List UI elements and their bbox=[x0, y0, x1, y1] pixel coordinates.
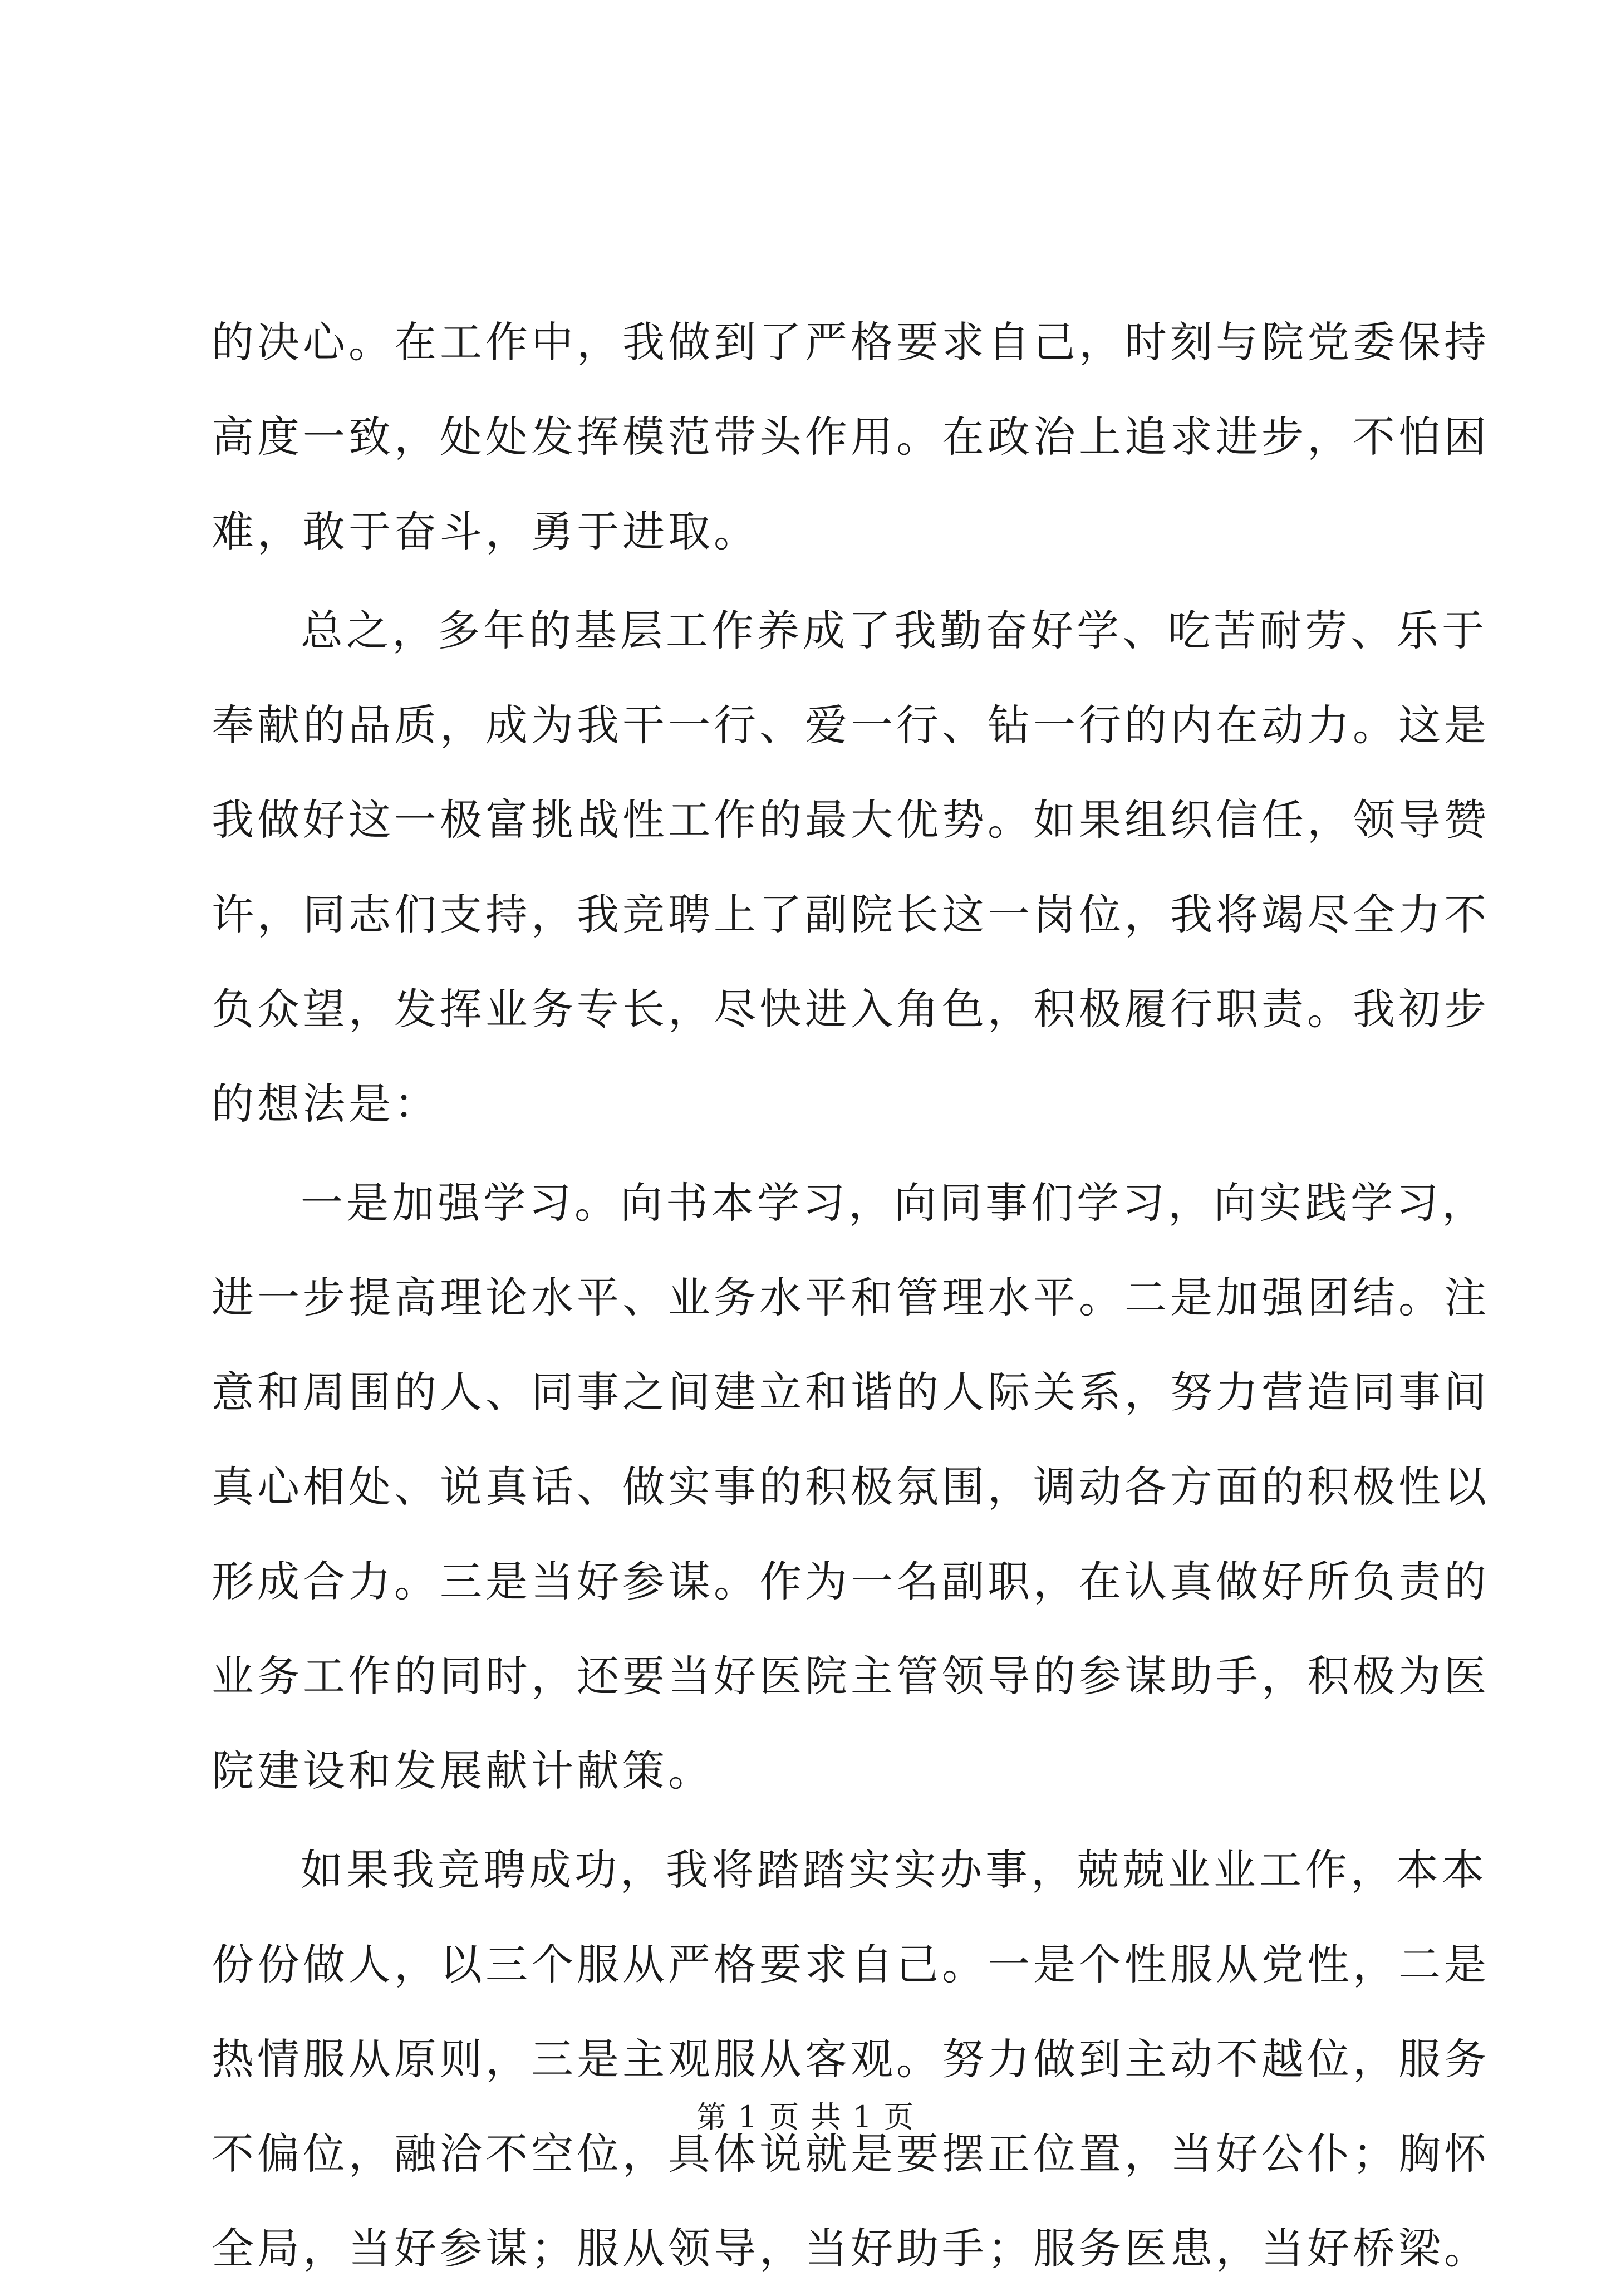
paragraph-line: 意和周围的人、同事之间建立和谐的人际关系，努力营造同事间 bbox=[212, 1367, 1490, 1417]
paragraph-2 bbox=[212, 583, 1490, 1151]
paragraph-line: 真心相处、说真话、做实事的积极氛围，调动各方面的积极性以 bbox=[212, 1462, 1490, 1512]
paragraph-line: 形成合力。三是当好参谋。作为一名副职，在认真做好所负责的 bbox=[212, 1557, 1490, 1606]
paragraph-line: 难，敢于奋斗，勇于进取。 bbox=[212, 507, 759, 556]
paragraph-line: 热情服从原则，三是主观服从客观。努力做到主动不越位，服务 bbox=[212, 2034, 1490, 2084]
paragraph-3 bbox=[212, 1156, 1490, 1818]
paragraph-line: 全局，当好参谋；服从领导，当好助手；服务医患，当好桥梁。 bbox=[212, 2224, 1490, 2273]
paragraph-line: 总之，多年的基层工作养成了我勤奋好学、吃苦耐劳、乐于 bbox=[301, 606, 1487, 655]
paragraph-line: 奉献的品质，成为我干一行、爱一行、钻一行的内在动力。这是 bbox=[212, 700, 1490, 750]
paragraph-line: 负众望，发挥业务专长，尽快进入角色，积极履行职责。我初步 bbox=[212, 984, 1490, 1034]
paragraph-line: 的想法是： bbox=[212, 1079, 440, 1129]
paragraph-1 bbox=[212, 295, 1490, 579]
paragraph-line: 进一步提高理论水平、业务水平和管理水平。二是加强团结。注 bbox=[212, 1273, 1490, 1322]
paragraph-line: 我做好这一极富挑战性工作的最大优势。如果组织信任，领导赞 bbox=[212, 795, 1490, 845]
paragraph-line: 业务工作的同时，还要当好医院主管领导的参谋助手，积极为医 bbox=[212, 1651, 1490, 1701]
paragraph-line: 高度一致，处处发挥模范带头作用。在政治上追求进步，不怕困 bbox=[212, 412, 1490, 462]
paragraph-line: 许，同志们支持，我竞聘上了副院长这一岗位，我将竭尽全力不 bbox=[212, 890, 1490, 939]
page-number-footer: 第 1 页 共 1 页 bbox=[696, 2099, 915, 2135]
paragraph-line: 不偏位，融洽不空位，具体说就是要摆正位置，当好公仆；胸怀 bbox=[212, 2129, 1490, 2179]
paragraph-line: 院建设和发展献计献策。 bbox=[212, 1746, 714, 1795]
paragraph-line: 如果我竞聘成功，我将踏踏实实办事，兢兢业业工作，本本 bbox=[301, 1845, 1487, 1895]
paragraph-line: 份份做人，以三个服从严格要求自己。一是个性服从党性，二是 bbox=[212, 1940, 1490, 1989]
paragraph-4 bbox=[212, 1823, 1490, 2296]
paragraph-line: 一是加强学习。向书本学习，向同事们学习，向实践学习， bbox=[301, 1178, 1487, 1228]
document-body bbox=[212, 295, 1490, 2296]
paragraph-line: 的决心。在工作中，我做到了严格要求自己，时刻与院党委保持 bbox=[212, 317, 1490, 367]
